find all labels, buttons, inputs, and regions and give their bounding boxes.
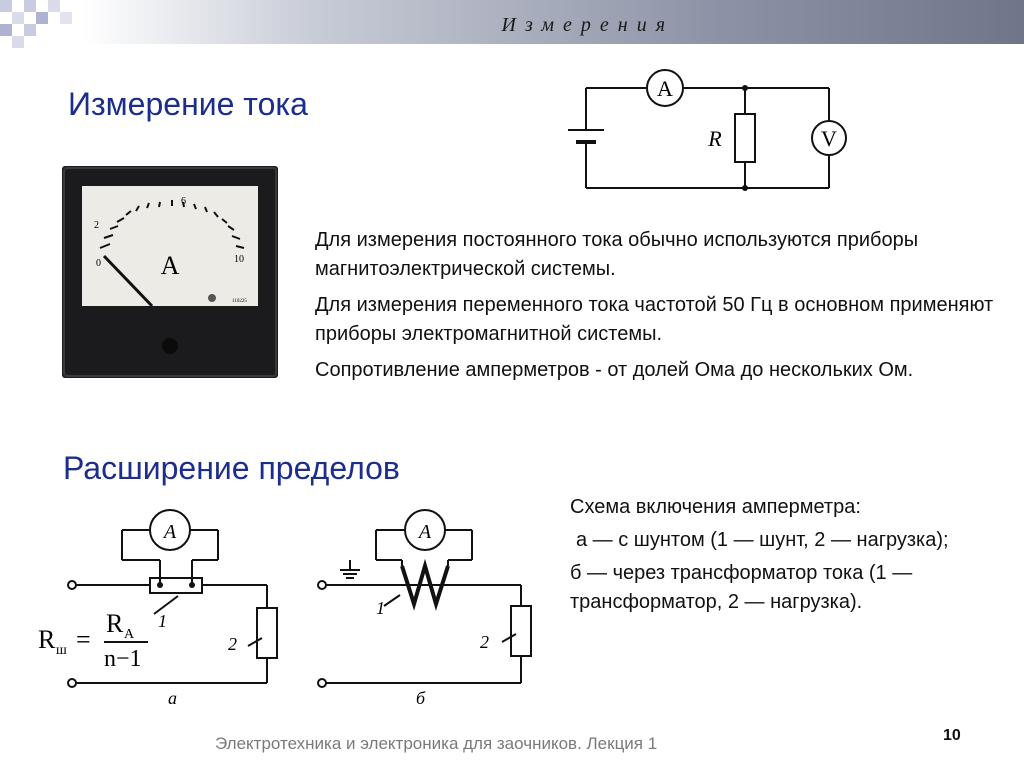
description-text — [315, 226, 995, 392]
scheme-description — [570, 493, 1010, 621]
circuit-diagram-top — [550, 62, 860, 197]
formula-denominator: n−1 — [104, 646, 142, 672]
ammeter-symbol: A — [657, 76, 673, 101]
scale-label-6: 6 — [181, 196, 186, 207]
circuit-diagram-b — [310, 500, 570, 715]
section-subtitle: Расширение пределов — [63, 450, 400, 486]
slide-title: Измерение тока — [68, 86, 308, 122]
label-2-b: 2 — [480, 632, 489, 652]
section-title: Измерения — [501, 14, 674, 36]
unit-label: A — [160, 251, 180, 280]
voltmeter-symbol: V — [821, 126, 837, 151]
paragraph-3: Сопротивление амперметров - от долей Ома до нескольких Ом. — [315, 359, 914, 381]
caption-b: б — [416, 688, 426, 708]
paragraph-2: Для измерения переменного тока частотой 50 Гц в основном применяют приборы электромагнитной системы. — [315, 294, 994, 345]
scheme-caption: Схема включения амперметра: — [570, 496, 861, 518]
circuit-diagram-a — [36, 500, 306, 715]
formula-lhs: R — [38, 625, 56, 654]
shunt-formula — [38, 609, 148, 672]
scheme-item-a: а — с шунтом (1 — шунт, 2 — нагрузка); — [576, 529, 949, 551]
scale-label-2: 2 — [94, 220, 99, 231]
paragraph-1: Для измерения постоянного тока обычно используются приборы магнитоэлектрической системы. — [315, 229, 919, 280]
formula-equals-sign: = — [76, 625, 91, 654]
caption-a: а — [168, 688, 177, 708]
meter-serial: 110225 — [232, 299, 247, 304]
ammeter-symbol-a: A — [163, 521, 177, 543]
corner-decoration — [0, 0, 80, 60]
ammeter-symbol-b: A — [418, 521, 432, 543]
formula-numerator: R — [106, 609, 124, 638]
label-1-b: 1 — [376, 598, 385, 618]
formula-numerator-sub: A — [124, 627, 135, 642]
page-number: 10 — [943, 727, 961, 744]
resistor-label: R — [708, 126, 722, 151]
footer-text: Электротехника и электроника для заочников. Лекция 1 — [215, 734, 658, 753]
scheme-item-b: б — через трансформатор тока (1 — трансформатор, 2 — нагрузка). — [570, 562, 913, 613]
scale-label-10: 10 — [234, 254, 244, 265]
label-2-a: 2 — [228, 634, 237, 654]
formula-lhs-sub: ш — [56, 643, 67, 658]
ammeter-photo — [62, 166, 278, 378]
label-1-a: 1 — [158, 611, 167, 631]
scale-label-0: 0 — [96, 258, 101, 269]
